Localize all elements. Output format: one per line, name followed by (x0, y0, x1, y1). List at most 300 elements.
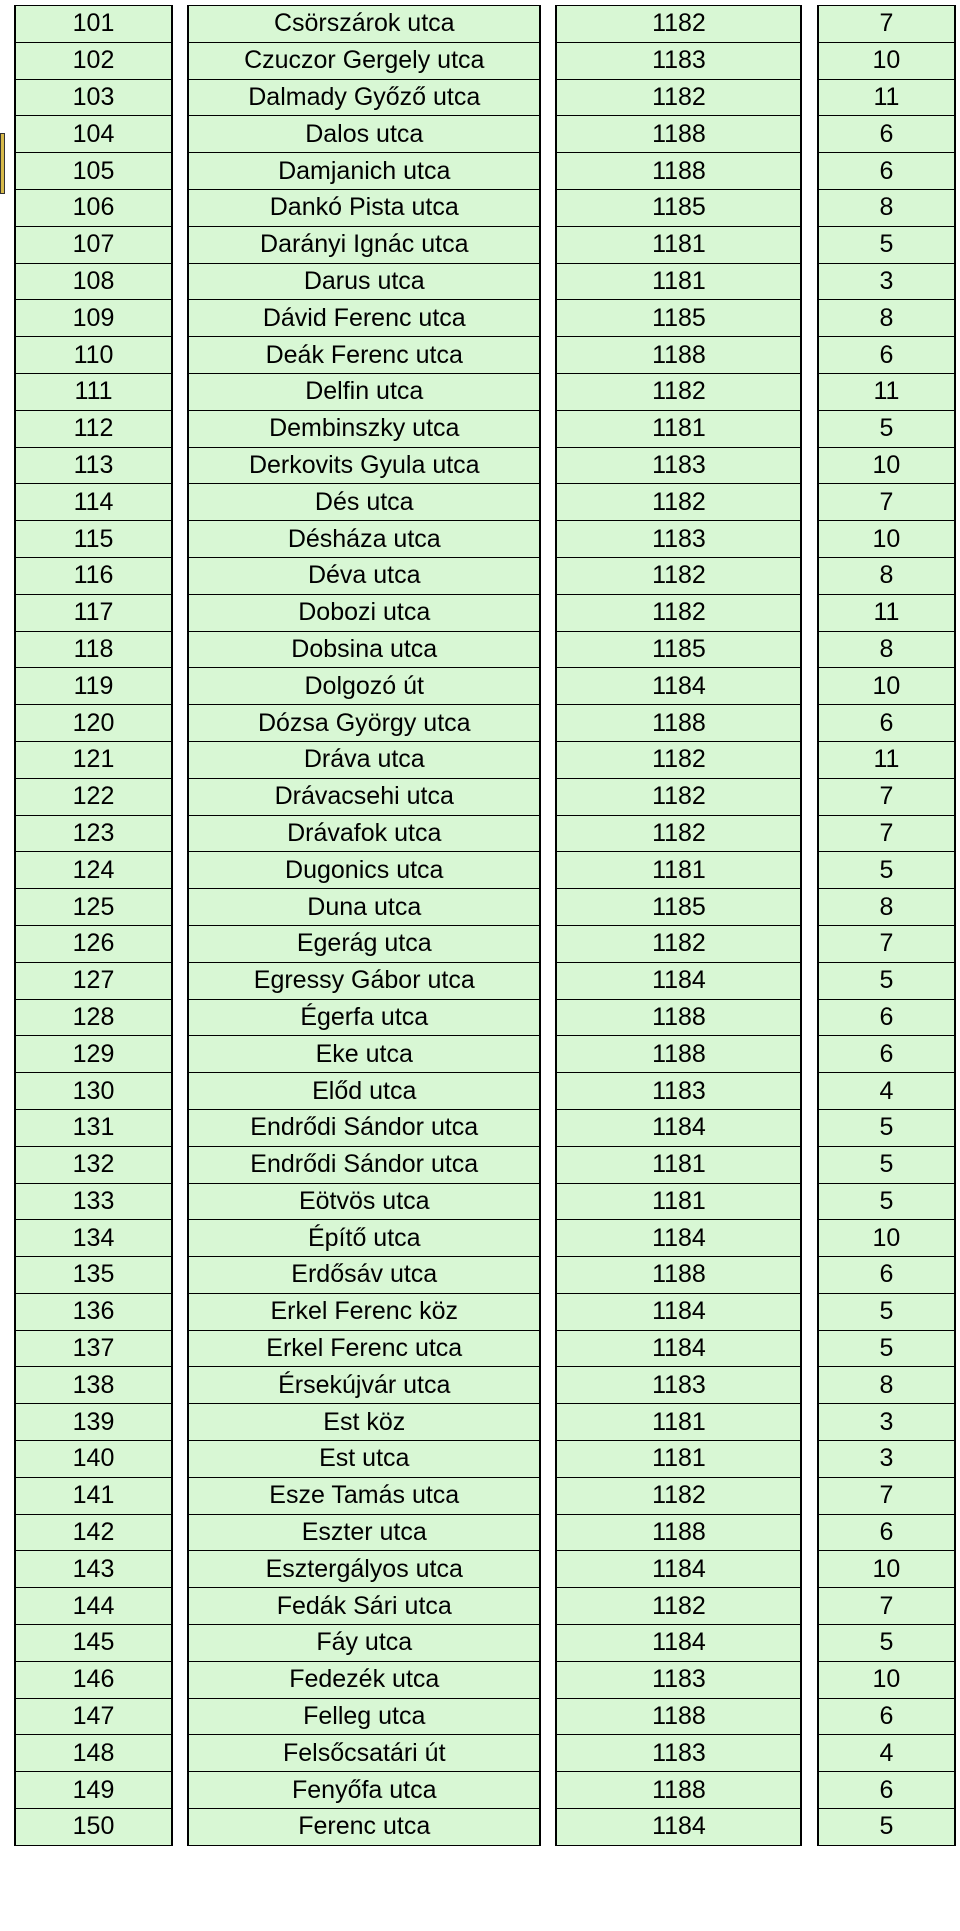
column-gap (172, 1367, 188, 1404)
postal-code: 1182 (556, 925, 801, 962)
table-row (15, 999, 955, 1036)
column-gap (172, 1772, 188, 1809)
street-name: Eötvös utca (188, 1183, 540, 1220)
column-gap (801, 1146, 817, 1183)
district-number: 5 (818, 1183, 955, 1220)
table-row (15, 1073, 955, 1110)
column-gap (172, 1293, 188, 1330)
row-number: 111 (15, 373, 172, 410)
table-row (15, 631, 955, 668)
column-gap (172, 1109, 188, 1146)
street-name: Dalos utca (188, 116, 540, 153)
table-row (15, 925, 955, 962)
postal-code: 1188 (556, 999, 801, 1036)
column-gap (172, 1183, 188, 1220)
postal-code: 1181 (556, 1146, 801, 1183)
table-row (15, 1257, 955, 1294)
street-name: Dobozi utca (188, 594, 540, 631)
column-gap (801, 1735, 817, 1772)
row-number: 104 (15, 116, 172, 153)
district-number: 3 (818, 1441, 955, 1478)
column-gap (172, 189, 188, 226)
street-name: Fáy utca (188, 1625, 540, 1662)
column-gap (801, 925, 817, 962)
table-row (15, 557, 955, 594)
row-number: 115 (15, 521, 172, 558)
column-gap (801, 1661, 817, 1698)
column-gap (540, 1477, 556, 1514)
row-number: 114 (15, 484, 172, 521)
street-name: Endrődi Sándor utca (188, 1109, 540, 1146)
district-number: 8 (818, 189, 955, 226)
row-number: 145 (15, 1625, 172, 1662)
column-gap (801, 1625, 817, 1662)
column-gap (801, 153, 817, 190)
row-number: 148 (15, 1735, 172, 1772)
row-number: 112 (15, 410, 172, 447)
column-gap (172, 631, 188, 668)
street-name: Dráva utca (188, 741, 540, 778)
column-gap (540, 410, 556, 447)
row-number: 140 (15, 1441, 172, 1478)
street-name: Fedák Sári utca (188, 1588, 540, 1625)
table-row (15, 668, 955, 705)
column-gap (801, 962, 817, 999)
table-row (15, 189, 955, 226)
postal-code: 1181 (556, 263, 801, 300)
row-number: 125 (15, 889, 172, 926)
table-row (15, 594, 955, 631)
district-number: 6 (818, 705, 955, 742)
column-gap (540, 557, 556, 594)
postal-code: 1184 (556, 1109, 801, 1146)
table-row (15, 410, 955, 447)
street-name: Dalmady Győző utca (188, 79, 540, 116)
postal-code: 1183 (556, 447, 801, 484)
street-name: Eke utca (188, 1036, 540, 1073)
column-gap (801, 1514, 817, 1551)
street-name: Delfin utca (188, 373, 540, 410)
postal-code: 1183 (556, 42, 801, 79)
postal-code: 1184 (556, 1330, 801, 1367)
street-name: Duna utca (188, 889, 540, 926)
column-gap (172, 889, 188, 926)
row-number: 105 (15, 153, 172, 190)
row-number: 117 (15, 594, 172, 631)
street-name: Dobsina utca (188, 631, 540, 668)
district-number: 10 (818, 447, 955, 484)
column-gap (801, 999, 817, 1036)
column-gap (540, 1109, 556, 1146)
postal-code: 1181 (556, 1183, 801, 1220)
table-row (15, 815, 955, 852)
table-row (15, 521, 955, 558)
district-number: 6 (818, 1698, 955, 1735)
column-gap (801, 705, 817, 742)
postal-code: 1185 (556, 189, 801, 226)
district-number: 11 (818, 741, 955, 778)
column-gap (540, 1625, 556, 1662)
postal-code: 1181 (556, 226, 801, 263)
row-number: 143 (15, 1551, 172, 1588)
street-name: Dankó Pista utca (188, 189, 540, 226)
column-gap (172, 668, 188, 705)
street-name: Fedezék utca (188, 1661, 540, 1698)
postal-code: 1183 (556, 1367, 801, 1404)
row-number: 127 (15, 962, 172, 999)
column-gap (172, 79, 188, 116)
row-number: 103 (15, 79, 172, 116)
table-row (15, 1661, 955, 1698)
column-gap (540, 484, 556, 521)
column-gap (801, 410, 817, 447)
column-gap (172, 226, 188, 263)
row-number: 141 (15, 1477, 172, 1514)
row-number: 138 (15, 1367, 172, 1404)
column-gap (801, 815, 817, 852)
column-gap (540, 1698, 556, 1735)
column-gap (540, 1588, 556, 1625)
postal-code: 1188 (556, 1514, 801, 1551)
row-number: 119 (15, 668, 172, 705)
district-number: 11 (818, 594, 955, 631)
table-row (15, 852, 955, 889)
row-number: 137 (15, 1330, 172, 1367)
column-gap (172, 925, 188, 962)
district-number: 10 (818, 668, 955, 705)
column-gap (801, 1330, 817, 1367)
column-gap (172, 1073, 188, 1110)
column-gap (801, 631, 817, 668)
table-row (15, 1735, 955, 1772)
street-name: Czuczor Gergely utca (188, 42, 540, 79)
table-row (15, 447, 955, 484)
postal-code: 1184 (556, 1809, 801, 1846)
district-number: 3 (818, 263, 955, 300)
column-gap (172, 153, 188, 190)
table-row (15, 263, 955, 300)
column-gap (801, 42, 817, 79)
row-number: 126 (15, 925, 172, 962)
column-gap (172, 484, 188, 521)
district-number: 10 (818, 42, 955, 79)
row-number: 144 (15, 1588, 172, 1625)
street-name: Erkel Ferenc utca (188, 1330, 540, 1367)
street-name: Esze Tamás utca (188, 1477, 540, 1514)
column-gap (801, 741, 817, 778)
column-gap (801, 852, 817, 889)
street-name: Erkel Ferenc köz (188, 1293, 540, 1330)
postal-code: 1183 (556, 1661, 801, 1698)
postal-code: 1184 (556, 1625, 801, 1662)
column-gap (540, 594, 556, 631)
column-gap (540, 925, 556, 962)
row-number: 146 (15, 1661, 172, 1698)
column-gap (172, 373, 188, 410)
table-row (15, 373, 955, 410)
column-gap (540, 1220, 556, 1257)
row-number: 147 (15, 1698, 172, 1735)
table-row (15, 705, 955, 742)
row-number: 108 (15, 263, 172, 300)
column-gap (172, 1146, 188, 1183)
street-name: Égerfa utca (188, 999, 540, 1036)
street-name: Dés utca (188, 484, 540, 521)
column-gap (540, 1330, 556, 1367)
row-number: 121 (15, 741, 172, 778)
table-row (15, 1441, 955, 1478)
column-gap (540, 668, 556, 705)
column-gap (540, 1772, 556, 1809)
district-number: 10 (818, 521, 955, 558)
row-number: 129 (15, 1036, 172, 1073)
street-name: Egressy Gábor utca (188, 962, 540, 999)
street-name: Darus utca (188, 263, 540, 300)
postal-code: 1182 (556, 778, 801, 815)
table-row (15, 1514, 955, 1551)
district-number: 11 (818, 373, 955, 410)
row-number: 132 (15, 1146, 172, 1183)
column-gap (801, 373, 817, 410)
row-number: 128 (15, 999, 172, 1036)
column-gap (172, 778, 188, 815)
table-row (15, 116, 955, 153)
column-gap (172, 447, 188, 484)
table-row (15, 778, 955, 815)
table-row (15, 1109, 955, 1146)
postal-code: 1181 (556, 1404, 801, 1441)
postal-code: 1188 (556, 1257, 801, 1294)
district-number: 4 (818, 1073, 955, 1110)
postal-code: 1188 (556, 705, 801, 742)
row-number: 101 (15, 6, 172, 43)
column-gap (801, 594, 817, 631)
column-gap (172, 300, 188, 337)
postal-code: 1181 (556, 852, 801, 889)
column-gap (540, 1293, 556, 1330)
column-gap (540, 337, 556, 374)
column-gap (172, 1514, 188, 1551)
row-number: 110 (15, 337, 172, 374)
column-gap (172, 594, 188, 631)
street-name: Deák Ferenc utca (188, 337, 540, 374)
column-gap (172, 116, 188, 153)
column-gap (801, 1441, 817, 1478)
row-number: 123 (15, 815, 172, 852)
street-name: Est utca (188, 1441, 540, 1478)
column-gap (172, 557, 188, 594)
district-number: 6 (818, 1514, 955, 1551)
postal-code: 1182 (556, 741, 801, 778)
postal-code: 1182 (556, 815, 801, 852)
column-gap (801, 337, 817, 374)
street-name: Damjanich utca (188, 153, 540, 190)
column-gap (540, 815, 556, 852)
column-gap (172, 521, 188, 558)
street-name: Dembinszky utca (188, 410, 540, 447)
column-gap (172, 6, 188, 43)
district-number: 8 (818, 889, 955, 926)
column-gap (540, 447, 556, 484)
postal-code: 1185 (556, 631, 801, 668)
district-number: 8 (818, 1367, 955, 1404)
postal-code: 1182 (556, 373, 801, 410)
row-number: 130 (15, 1073, 172, 1110)
street-name: Ferenc utca (188, 1809, 540, 1846)
table-row (15, 889, 955, 926)
table-row (15, 1183, 955, 1220)
district-number: 7 (818, 1588, 955, 1625)
column-gap (172, 42, 188, 79)
table-row (15, 153, 955, 190)
table-row (15, 962, 955, 999)
row-number: 120 (15, 705, 172, 742)
table-row (15, 1625, 955, 1662)
column-gap (540, 962, 556, 999)
column-gap (801, 79, 817, 116)
row-number: 150 (15, 1809, 172, 1846)
table-body (15, 6, 955, 1846)
postal-code: 1188 (556, 116, 801, 153)
column-gap (172, 1477, 188, 1514)
street-name: Eszter utca (188, 1514, 540, 1551)
column-gap (801, 1551, 817, 1588)
column-gap (801, 1220, 817, 1257)
table-row (15, 337, 955, 374)
district-number: 5 (818, 226, 955, 263)
column-gap (540, 263, 556, 300)
district-number: 7 (818, 1477, 955, 1514)
table-row (15, 1809, 955, 1846)
column-gap (540, 300, 556, 337)
column-gap (801, 226, 817, 263)
column-gap (540, 778, 556, 815)
column-gap (540, 1551, 556, 1588)
row-number: 131 (15, 1109, 172, 1146)
column-gap (801, 484, 817, 521)
district-number: 5 (818, 1809, 955, 1846)
postal-code: 1185 (556, 300, 801, 337)
column-gap (540, 741, 556, 778)
district-number: 5 (818, 1146, 955, 1183)
district-number: 6 (818, 1036, 955, 1073)
column-gap (172, 1330, 188, 1367)
district-number: 5 (818, 1109, 955, 1146)
street-name: Fenyőfa utca (188, 1772, 540, 1809)
table-row (15, 1404, 955, 1441)
row-number: 135 (15, 1257, 172, 1294)
street-table (14, 5, 956, 1846)
postal-code: 1184 (556, 1551, 801, 1588)
street-name: Felleg utca (188, 1698, 540, 1735)
table-row (15, 484, 955, 521)
postal-code: 1183 (556, 521, 801, 558)
column-gap (801, 1183, 817, 1220)
district-number: 6 (818, 153, 955, 190)
district-number: 10 (818, 1220, 955, 1257)
table-row (15, 1698, 955, 1735)
row-marker (0, 133, 5, 194)
district-number: 7 (818, 925, 955, 962)
table-row (15, 1588, 955, 1625)
column-gap (540, 1036, 556, 1073)
column-gap (540, 889, 556, 926)
street-name: Darányi Ignác utca (188, 226, 540, 263)
column-gap (801, 1109, 817, 1146)
district-number: 5 (818, 1625, 955, 1662)
postal-code: 1182 (556, 79, 801, 116)
district-number: 6 (818, 337, 955, 374)
column-gap (172, 741, 188, 778)
table-row (15, 1330, 955, 1367)
row-number: 124 (15, 852, 172, 889)
table-row (15, 1146, 955, 1183)
column-gap (540, 1514, 556, 1551)
street-name: Drávafok utca (188, 815, 540, 852)
street-name: Désháza utca (188, 521, 540, 558)
street-name: Egerág utca (188, 925, 540, 962)
column-gap (801, 1698, 817, 1735)
district-number: 8 (818, 300, 955, 337)
postal-code: 1182 (556, 594, 801, 631)
district-number: 10 (818, 1551, 955, 1588)
column-gap (172, 337, 188, 374)
district-number: 6 (818, 116, 955, 153)
row-number: 133 (15, 1183, 172, 1220)
column-gap (172, 1809, 188, 1846)
street-name: Drávacsehi utca (188, 778, 540, 815)
postal-code: 1188 (556, 337, 801, 374)
table-row (15, 42, 955, 79)
column-gap (172, 263, 188, 300)
column-gap (540, 1146, 556, 1183)
street-name: Erdősáv utca (188, 1257, 540, 1294)
column-gap (801, 557, 817, 594)
postal-code: 1184 (556, 962, 801, 999)
column-gap (540, 6, 556, 43)
postal-code: 1184 (556, 668, 801, 705)
column-gap (540, 1257, 556, 1294)
row-number: 106 (15, 189, 172, 226)
district-number: 5 (818, 1293, 955, 1330)
district-number: 6 (818, 999, 955, 1036)
row-number: 149 (15, 1772, 172, 1809)
column-gap (801, 447, 817, 484)
district-number: 7 (818, 6, 955, 43)
column-gap (801, 889, 817, 926)
street-name: Derkovits Gyula utca (188, 447, 540, 484)
column-gap (801, 1293, 817, 1330)
street-name: Csörszárok utca (188, 6, 540, 43)
table-row (15, 1036, 955, 1073)
district-number: 6 (818, 1257, 955, 1294)
table-row (15, 741, 955, 778)
district-number: 5 (818, 410, 955, 447)
postal-code: 1188 (556, 1772, 801, 1809)
street-name: Dózsa György utca (188, 705, 540, 742)
district-number: 5 (818, 852, 955, 889)
postal-code: 1182 (556, 484, 801, 521)
column-gap (540, 226, 556, 263)
row-number: 118 (15, 631, 172, 668)
row-number: 136 (15, 1293, 172, 1330)
district-number: 7 (818, 778, 955, 815)
column-gap (540, 1183, 556, 1220)
street-name: Endrődi Sándor utca (188, 1146, 540, 1183)
column-gap (172, 1036, 188, 1073)
district-number: 4 (818, 1735, 955, 1772)
column-gap (540, 153, 556, 190)
